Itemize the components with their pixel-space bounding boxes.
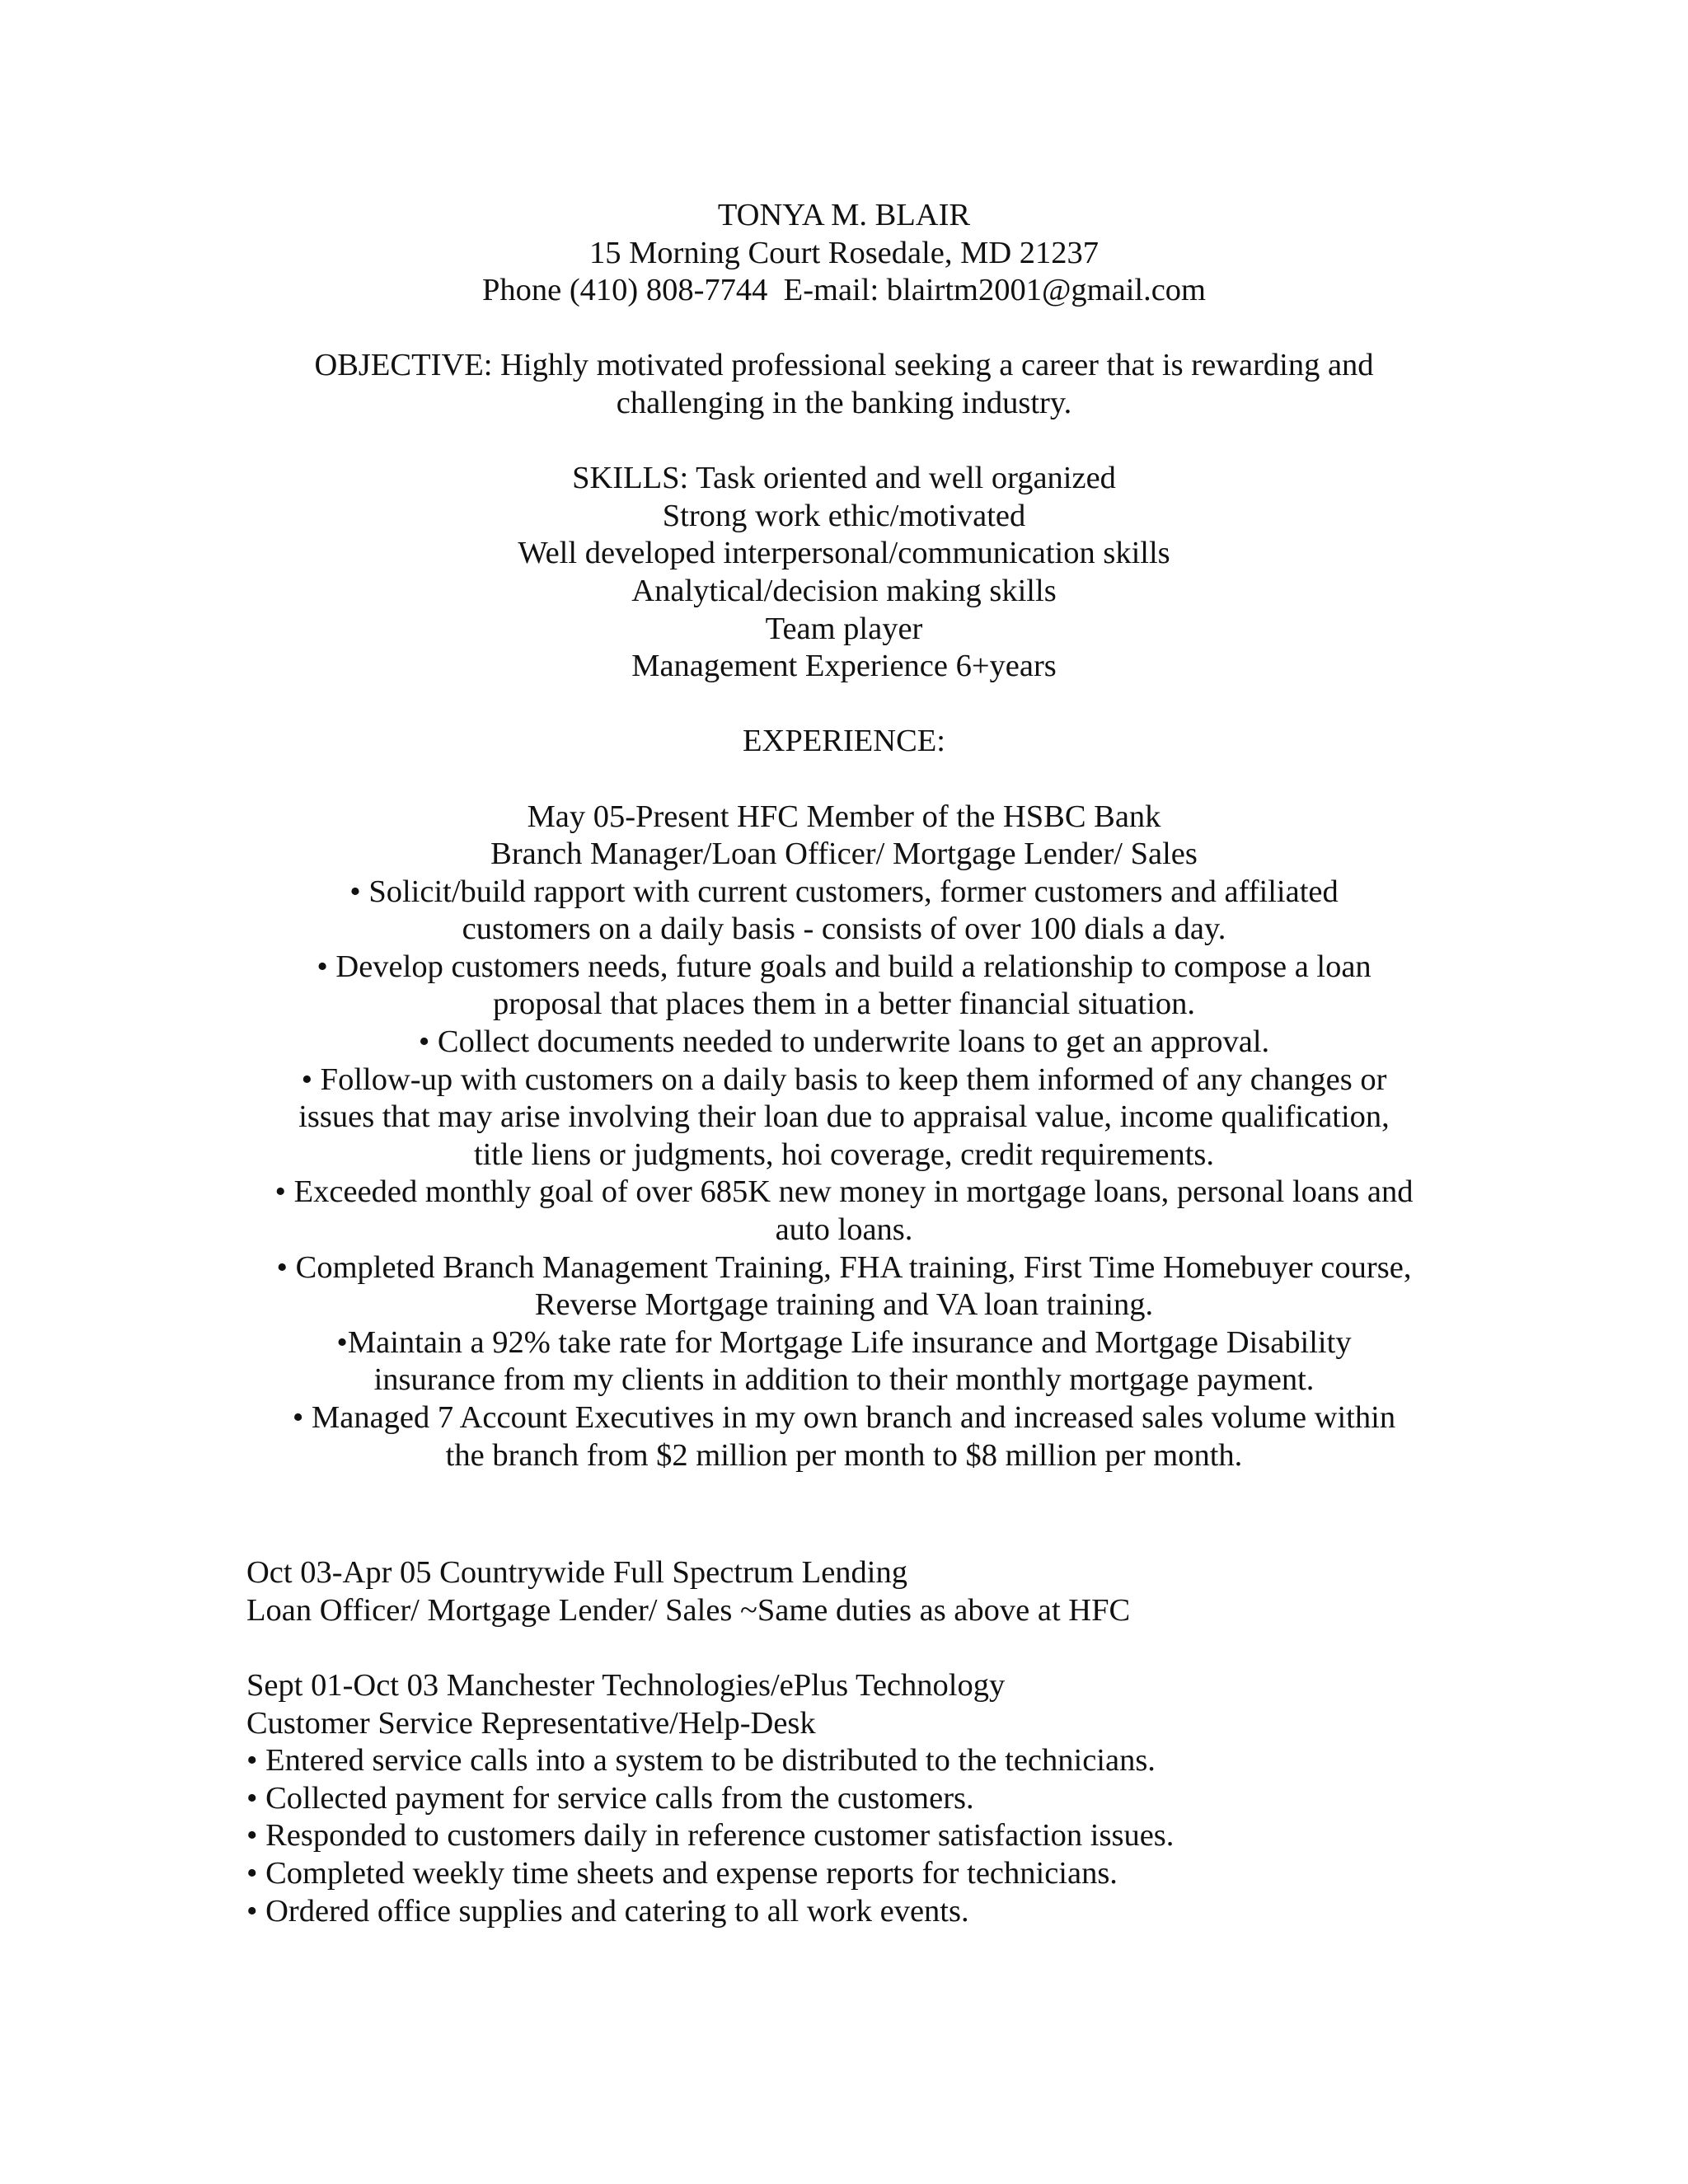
- job-hfc-line: issues that may arise involving their loan due to appraisal value, income qualification,: [298, 1099, 1390, 1135]
- applicant-address: 15 Morning Court Rosedale, MD 21237: [588, 235, 1100, 270]
- job-hfc-line: • Completed Branch Management Training, FHA training, First Time Homebuyer course,: [276, 1249, 1412, 1285]
- resume-centered-section: [231, 197, 1457, 1474]
- job-hfc-line: • Develop customers needs, future goals and build a relationship to compose a loan: [316, 949, 1372, 984]
- job-hfc-line: • Follow-up with customers on a daily basis to keep them informed of any changes or: [301, 1062, 1387, 1097]
- job-countrywide-line: Oct 03-Apr 05 Countrywide Full Spectrum Lending: [246, 1555, 907, 1590]
- job-hfc-line: • Solicit/build rapport with current customers, former customers and affiliated: [349, 874, 1339, 909]
- job-manchester-line: • Entered service calls into a system to be distributed to the technicians.: [246, 1743, 1156, 1779]
- applicant-name: TONYA M. BLAIR: [717, 198, 971, 232]
- job-hfc-line: •Maintain a 92% take rate for Mortgage Life insurance and Mortgage Disability: [336, 1324, 1352, 1360]
- objective-line: challenging in the banking industry.: [616, 385, 1072, 420]
- job-manchester-line: Sept 01-Oct 03 Manchester Technologies/ePlus Technology: [246, 1668, 1006, 1703]
- skills-line: SKILLS: Task oriented and well organized: [572, 461, 1116, 496]
- job-hfc-line: May 05-Present HFC Member of the HSBC Bank: [527, 799, 1161, 834]
- job-hfc-line: Reverse Mortgage training and VA loan training.: [534, 1287, 1154, 1323]
- job-countrywide-section: [246, 1554, 1483, 1629]
- job-hfc-line: proposal that places them in a better financial situation.: [492, 987, 1196, 1022]
- job-hfc-line: • Collect documents needed to underwrite loans to get an approval.: [418, 1024, 1270, 1060]
- experience-heading: EXPERIENCE:: [743, 724, 945, 759]
- job-manchester-line: • Completed weekly time sheets and expense reports for technicians.: [246, 1855, 1118, 1891]
- skills-line: Well developed interpersonal/communication skills: [518, 536, 1170, 571]
- skills-line: Strong work ethic/motivated: [662, 498, 1026, 533]
- job-manchester-line: • Ordered office supplies and catering to all work events.: [246, 1893, 969, 1929]
- skills-line: Management Experience 6+years: [631, 649, 1057, 684]
- job-hfc-line: • Exceeded monthly goal of over 685K new money in mortgage loans, personal loans and: [274, 1174, 1414, 1210]
- skills-line: Team player: [765, 611, 923, 646]
- job-countrywide-line: Loan Officer/ Mortgage Lender/ Sales ~Same duties as above at HFC: [246, 1592, 1131, 1628]
- job-manchester-line: • Collected payment for service calls from the customers.: [246, 1780, 974, 1816]
- job-manchester-section: [246, 1667, 1483, 1930]
- job-hfc-line: the branch from $2 million per month to $8 million per month.: [445, 1437, 1243, 1473]
- job-hfc-line: insurance from my clients in addition to their monthly mortgage payment.: [373, 1362, 1315, 1398]
- job-hfc-line: title liens or judgments, hoi coverage, credit requirements.: [473, 1137, 1215, 1172]
- job-hfc-line: customers on a daily basis - consists of over 100 dials a day.: [462, 912, 1226, 947]
- job-hfc-line: auto loans.: [775, 1212, 913, 1248]
- job-hfc-line: • Managed 7 Account Executives in my own branch and increased sales volume within: [292, 1400, 1396, 1435]
- job-manchester-line: Customer Service Representative/Help-Desk: [246, 1705, 816, 1741]
- job-hfc-line: Branch Manager/Loan Officer/ Mortgage Lender/ Sales: [490, 837, 1198, 872]
- applicant-contact: Phone (410) 808-7744 E-mail: blairtm2001@gmail.com: [481, 273, 1207, 308]
- objective-line: OBJECTIVE: Highly motivated professional seeking a career that is rewarding and: [314, 348, 1374, 383]
- job-manchester-line: • Responded to customers daily in reference customer satisfaction issues.: [246, 1818, 1175, 1854]
- skills-line: Analytical/decision making skills: [631, 573, 1057, 608]
